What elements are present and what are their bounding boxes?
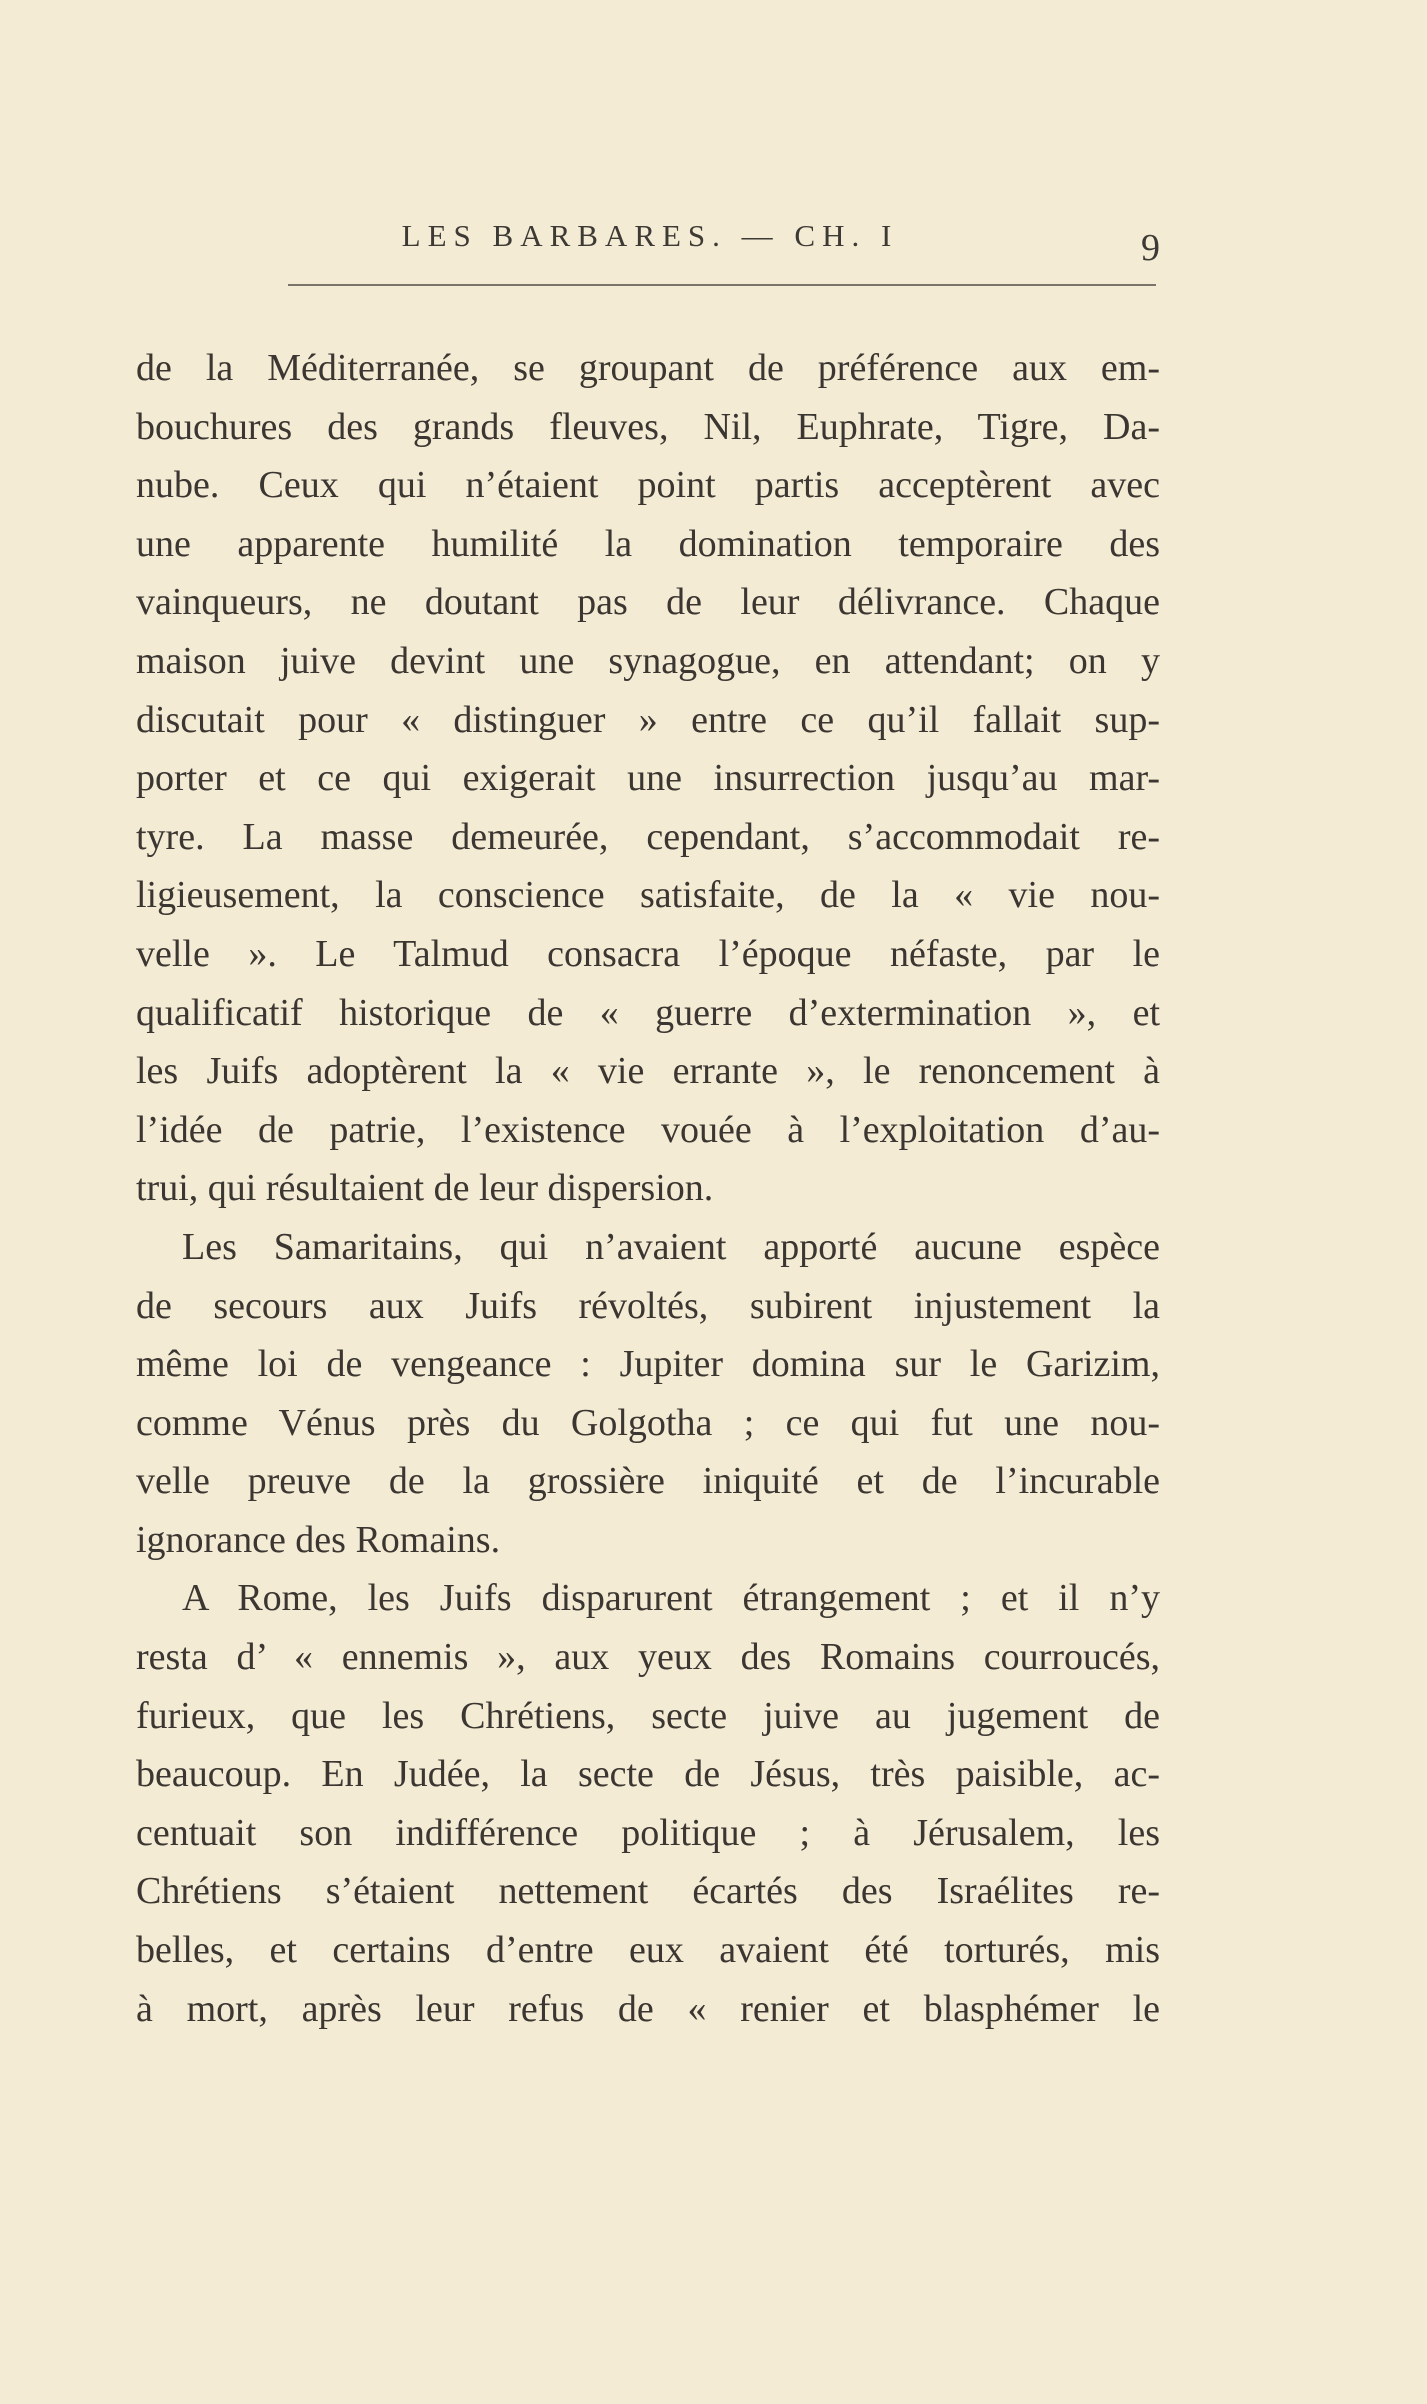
- text-line: à mort, après leur refus de « renier et blasphémer le: [136, 1987, 1160, 2030]
- page-number: 9: [1141, 227, 1160, 269]
- text-line: les Juifs adoptèrent la « vie errante », le renoncement à: [136, 1050, 1160, 1093]
- text-line: maison juive devint une synagogue, en attendant; on y: [136, 639, 1160, 682]
- text-line: velle ». Le Talmud consacra l’époque néfaste, par le: [136, 932, 1160, 975]
- running-head: [140, 218, 1160, 278]
- paragraph-1: [136, 339, 1160, 1218]
- text-line: une apparente humilité la domination temporaire des: [136, 522, 1160, 565]
- text-line: Chrétiens s’étaient nettement écartés des Israélites re-: [136, 1870, 1160, 1913]
- text-line: Les Samaritains, qui n’avaient apporté aucune espèce: [182, 1225, 1160, 1268]
- text-line: comme Vénus près du Golgotha ; ce qui fut une nou-: [136, 1401, 1160, 1444]
- text-line: porter et ce qui exigerait une insurrection jusqu’au mar-: [136, 757, 1160, 800]
- text-line: l’idée de patrie, l’existence vouée à l’exploitation d’au-: [136, 1108, 1160, 1151]
- text-line: discutait pour « distinguer » entre ce qu’il fallait sup-: [136, 698, 1160, 741]
- text-line: qualificatif historique de « guerre d’extermination », et: [136, 991, 1160, 1034]
- paragraph-3: [136, 1569, 1160, 2038]
- text-line: tyre. La masse demeurée, cependant, s’accommodait re-: [136, 815, 1160, 858]
- text-line: de secours aux Juifs révoltés, subirent injustement la: [136, 1284, 1160, 1327]
- text-line: velle preuve de la grossière iniquité et de l’incurable: [136, 1460, 1160, 1503]
- body-text: [136, 339, 1160, 2038]
- text-line: A Rome, les Juifs disparurent étrangement ; et il n’y: [182, 1577, 1160, 1620]
- text-line: de la Méditerranée, se groupant de préférence aux em-: [136, 347, 1160, 389]
- paragraph-2: [136, 1218, 1160, 1570]
- running-title: LES BARBARES. — CH. I: [401, 218, 899, 253]
- text-line: centuait son indifférence politique ; à Jérusalem, les: [136, 1811, 1160, 1854]
- text-line: furieux, que les Chrétiens, secte juive au jugement de: [136, 1694, 1160, 1737]
- text-line: ignorance des Romains.: [136, 1518, 501, 1561]
- text-line: belles, et certains d’entre eux avaient été torturés, mis: [136, 1929, 1160, 1972]
- text-line: bouchures des grands fleuves, Nil, Euphrate, Tigre, Da-: [136, 405, 1160, 448]
- text-line: vainqueurs, ne doutant pas de leur délivrance. Chaque: [136, 581, 1160, 624]
- text-line: beaucoup. En Judée, la secte de Jésus, très paisible, ac-: [136, 1753, 1160, 1796]
- text-line: même loi de vengeance : Jupiter domina sur le Garizim,: [136, 1343, 1160, 1386]
- text-line: nube. Ceux qui n’étaient point partis acceptèrent avec: [136, 464, 1160, 507]
- text-line: ligieusement, la conscience satisfaite, de la « vie nou-: [136, 874, 1160, 917]
- text-line: resta d’ « ennemis », aux yeux des Romains courroucés,: [136, 1636, 1160, 1679]
- header-rule: [288, 284, 1156, 286]
- text-line: trui, qui résultaient de leur dispersion.: [136, 1167, 714, 1210]
